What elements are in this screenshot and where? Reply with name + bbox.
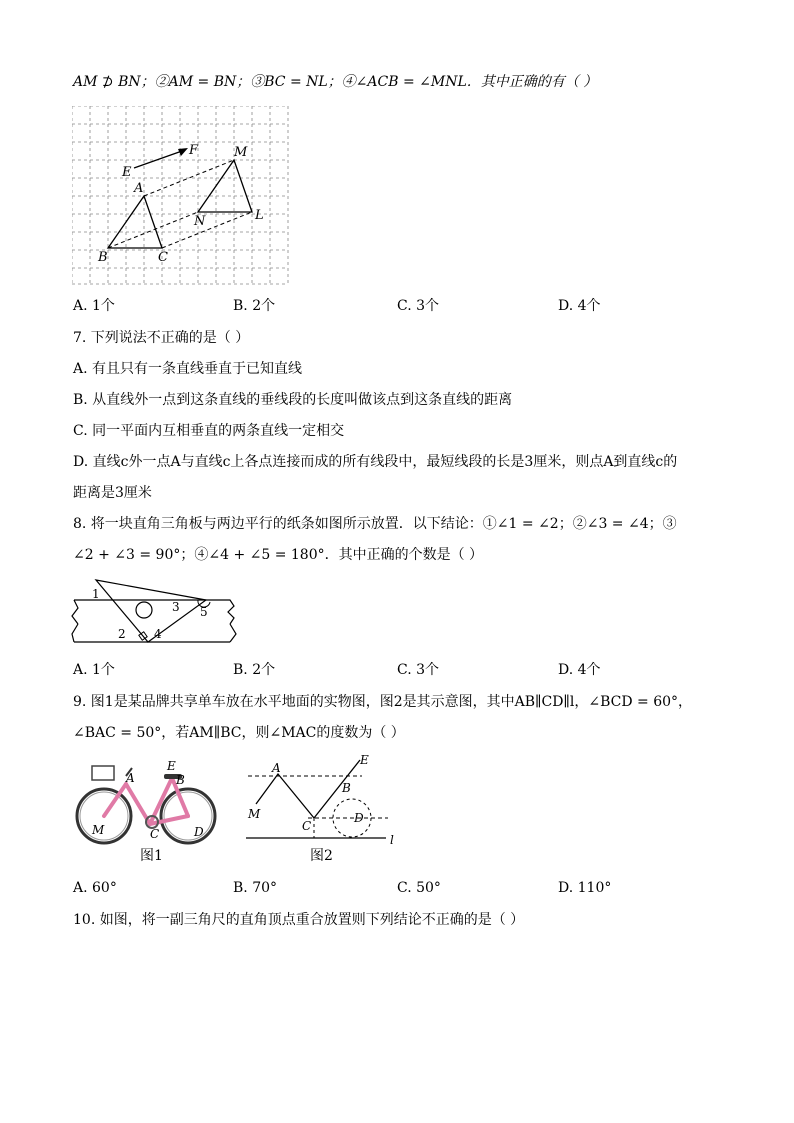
q7-stem: 7. 下列说法不正确的是（ ） xyxy=(73,330,250,346)
fig2-label-l: l xyxy=(390,833,394,847)
label-B: B xyxy=(98,250,108,265)
q8-option-a[interactable]: A. 1个 xyxy=(73,662,115,678)
fig2-label-C: C xyxy=(302,819,312,833)
q6-grid-figure xyxy=(72,106,290,286)
fig2-label-E: E xyxy=(360,753,369,767)
q7-option-d-cont: 距离是3厘米 xyxy=(73,485,152,501)
q9-option-b[interactable]: B. 70° xyxy=(233,880,278,896)
q8-stem-line1: 8. 将一块直角三角板与两边平行的纸条如图所示放置．以下结论：①∠1 = ∠2；②∠3 = ∠4；③ xyxy=(73,516,677,532)
q9-schematic-figure xyxy=(244,752,404,848)
fig1-label-E: E xyxy=(167,759,176,773)
label-E: E xyxy=(122,165,132,180)
q6-option-c[interactable]: C. 3个 xyxy=(397,298,440,314)
label-2: 2 xyxy=(118,627,126,641)
label-L: L xyxy=(255,208,264,223)
fig2-label-B: B xyxy=(342,781,351,795)
label-4: 4 xyxy=(154,627,162,641)
label-1: 1 xyxy=(92,587,100,601)
q9-bicycle-photo xyxy=(72,756,220,850)
label-F: F xyxy=(189,143,199,158)
fig2-label-D: D xyxy=(354,811,364,825)
q7-option-d[interactable]: D. 直线c外一点A与直线c上各点连接而成的所有线段中，最短线段的长是3厘米，则点A到直线c的 xyxy=(73,454,678,470)
fig2-label-M: M xyxy=(248,807,261,821)
fig1-label-C: C xyxy=(150,827,160,841)
fig1-caption: 图1 xyxy=(140,848,163,864)
q6-stem: AM ⊅ BN；②AM = BN；③BC = NL；④∠ACB = ∠MNL．其中正确的有（ ） xyxy=(73,74,598,90)
q6-option-a[interactable]: A. 1个 xyxy=(73,298,115,314)
fig1-label-A: A xyxy=(126,771,135,785)
q9-option-c[interactable]: C. 50° xyxy=(397,880,441,896)
q8-stem-line2: ∠2 + ∠3 = 90°；④∠4 + ∠5 = 180°．其中正确的个数是（ ） xyxy=(73,547,484,563)
q9-stem-line2: ∠BAC = 50°，若AM∥BC，则∠MAC的度数为（ ） xyxy=(73,725,405,741)
fig2-label-A: A xyxy=(272,761,281,775)
label-C: C xyxy=(158,250,168,265)
q8-triangle-strip-figure xyxy=(70,578,240,648)
q8-option-d[interactable]: D. 4个 xyxy=(558,662,601,678)
fig1-label-B: B xyxy=(176,773,185,787)
q6-option-b[interactable]: B. 2个 xyxy=(233,298,276,314)
fig2-caption: 图2 xyxy=(310,848,333,864)
q8-option-b[interactable]: B. 2个 xyxy=(233,662,276,678)
q7-option-a[interactable]: A. 有且只有一条直线垂直于已知直线 xyxy=(73,361,303,377)
label-A: A xyxy=(134,181,144,196)
fig1-label-D: D xyxy=(194,825,204,839)
label-3: 3 xyxy=(172,600,180,614)
label-M: M xyxy=(234,145,248,160)
label-5: 5 xyxy=(200,605,208,619)
label-N: N xyxy=(194,214,206,229)
q9-option-d[interactable]: D. 110° xyxy=(558,880,612,896)
q7-option-b[interactable]: B. 从直线外一点到这条直线的垂线段的长度叫做该点到这条直线的距离 xyxy=(73,392,513,408)
q9-stem-line1: 9. 图1是某品牌共享单车放在水平地面的实物图，图2是其示意图，其中AB∥CD∥l，∠BCD = 60°， xyxy=(73,694,693,710)
q8-option-c[interactable]: C. 3个 xyxy=(397,662,440,678)
q6-option-d[interactable]: D. 4个 xyxy=(558,298,601,314)
q10-stem: 10. 如图，将一副三角尺的直角顶点重合放置则下列结论不正确的是（ ） xyxy=(73,912,525,928)
fig1-label-M: M xyxy=(92,823,105,837)
q9-option-a[interactable]: A. 60° xyxy=(73,880,117,896)
q7-option-c[interactable]: C. 同一平面内互相垂直的两条直线一定相交 xyxy=(73,423,345,439)
